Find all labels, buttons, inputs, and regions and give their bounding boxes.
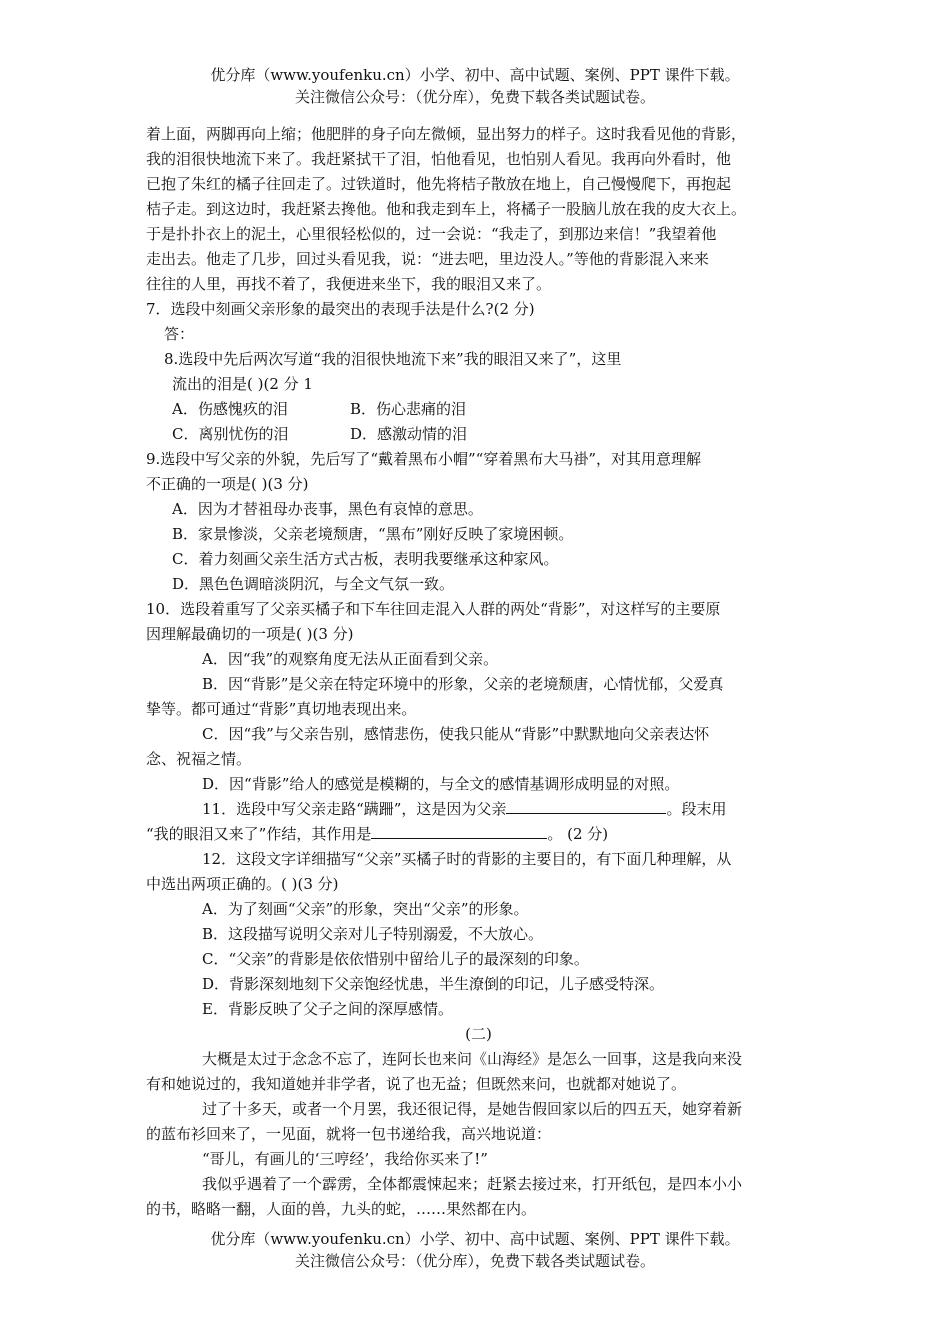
question-11-text: “我的眼泪又来了”作结，其作用是 — [146, 825, 372, 843]
option-c: C．离别忧伤的泪 — [172, 425, 289, 443]
question-12-line-2: 中选出两项正确的。( )(3 分) — [146, 875, 339, 893]
document-body — [146, 122, 811, 1222]
question-7: 7．选段中刻画父亲形象的最突出的表现手法是什么?(2 分) — [146, 300, 535, 318]
passage-2-line: 我似乎遇着了一个霹雳，全体都震悚起来；赶紧去接过来，打开纸包，是四本小小 — [202, 1175, 743, 1193]
question-7-answer-label: 答： — [164, 325, 195, 343]
option-b-continued: 挚等。都可通过“背影”真切地表现出来。 — [146, 700, 417, 718]
option-d: D．背影深刻地刻下父亲饱经忧患，半生潦倒的印记，儿子感受特深。 — [202, 975, 665, 993]
header-line-1: 优分库（www.youfenku.cn）小学、初中、高中试题、案例、PPT 课件下载。 — [210, 66, 740, 84]
option-c-continued: 念、祝福之情。 — [146, 750, 252, 768]
option-b: B．这段描写说明父亲对儿子特别溺爱，不大放心。 — [202, 925, 544, 943]
passage-line: 我的泪很快地流下来了。我赶紧拭干了泪，怕他看见，也怕别人看见。我再向外看时，他 — [146, 150, 732, 168]
passage-2-line: 的书，略略一翻，人面的兽，九头的蛇，……果然都在内。 — [146, 1200, 537, 1218]
question-8-line-2: 流出的泪是( )(2 分 1 — [172, 375, 313, 393]
passage-2-line: “哥儿，有画儿的‘三哼经’，我给你买来了!” — [202, 1150, 488, 1168]
answer-blank[interactable] — [371, 822, 547, 839]
question-10-line-1: 10．选段着重写了父亲买橘子和下车往回走混入人群的两处“背影”，对这样写的主要原 — [146, 600, 721, 618]
option-b: B．因“背影”是父亲在特定环境中的形象，父亲的老境颓唐，心情忧郁，父爱真 — [202, 675, 724, 693]
question-11-text: 。段末用 — [666, 800, 727, 818]
option-c: C．“父亲”的背影是依依惜别中留给儿子的最深刻的印象。 — [202, 950, 589, 968]
option-a: A．因“我”的观察角度无法从正面看到父亲。 — [202, 650, 499, 668]
option-a: A．伤感愧疚的泪 — [172, 400, 288, 418]
option-c: C．着力刻画父亲生活方式古板，表明我要继承这种家风。 — [172, 550, 559, 568]
question-11-line-1 — [146, 797, 811, 822]
answer-blank[interactable] — [506, 797, 666, 814]
passage-line: 着上面，两脚再向上缩；他肥胖的身子向左微倾，显出努力的样子。这时我看见他的背影， — [146, 125, 747, 143]
page-header — [0, 64, 950, 108]
question-8-line-1: 8.选段中先后两次写道“我的泪很快地流下来”我的眼泪又来了”，这里 — [164, 350, 622, 368]
header-line-2: 关注微信公众号：（优分库），免费下载各类试题试卷。 — [294, 88, 655, 106]
page-footer — [0, 1228, 950, 1272]
passage-2-line: 的蓝布衫回来了，一见面，就将一包书递给我，高兴地说道： — [146, 1125, 552, 1143]
option-b: B．伤心悲痛的泪 — [350, 400, 467, 418]
passage-2-line: 过了十多天，或者一个月罢，我还很记得，是她告假回家以后的四五天，她穿着新 — [202, 1100, 743, 1118]
question-9-line-2: 不正确的一项是( )(3 分) — [146, 475, 309, 493]
footer-line-2: 关注微信公众号：（优分库），免费下载各类试题试卷。 — [294, 1252, 655, 1270]
passage-excerpt — [146, 122, 811, 297]
option-c: C．因“我”与父亲告别，感情悲伤，使我只能从“背影”中默默地向父亲表达怀 — [202, 725, 710, 743]
option-d: D．感激动情的泪 — [350, 425, 468, 443]
passage-line: 于是扑扑衣上的泥土，心里很轻松似的，过一会说：“我走了，到那边来信！”我望着他 — [146, 225, 717, 243]
option-a: A．因为才替祖母办丧事，黑色有哀悼的意思。 — [172, 500, 483, 518]
section-title: (二) — [465, 1025, 492, 1043]
footer-line-1: 优分库（www.youfenku.cn）小学、初中、高中试题、案例、PPT 课件下载。 — [210, 1230, 740, 1248]
option-d: D．因“背影”给人的感觉是模糊的，与全文的感情基调形成明显的对照。 — [202, 775, 680, 793]
question-11-text: 。 (2 分) — [547, 825, 609, 843]
question-8-options-row-1 — [146, 397, 811, 422]
question-9-line-1: 9.选段中写父亲的外貌，先后写了“戴着黑布小帽”“穿着黑布大马褂”，对其用意理解 — [146, 450, 701, 468]
option-b: B．家景惨淡，父亲老境颓唐，“黑布”刚好反映了家境困顿。 — [172, 525, 574, 543]
passage-line: 已抱了朱红的橘子往回走了。过铁道时，他先将桔子散放在地上，自己慢慢爬下，再抱起 — [146, 175, 732, 193]
option-e: E．背影反映了父子之间的深厚感情。 — [202, 1000, 453, 1018]
question-10-line-2: 因理解最确切的一项是( )(3 分) — [146, 625, 354, 643]
question-11-text: 11．选段中写父亲走路“蹒跚”，这是因为父亲 — [202, 800, 507, 818]
passage-2-line: 有和她说过的，我知道她并非学者，说了也无益；但既然来问，也就都对她说了。 — [146, 1075, 687, 1093]
question-12-line-1: 12．这段文字详细描写“父亲”买橘子时的背影的主要目的，有下面几种理解，从 — [202, 850, 732, 868]
passage-2-line: 大概是太过于念念不忘了，连阿长也来问《山海经》是怎么一回事，这是我向来没 — [202, 1050, 743, 1068]
question-11-line-2 — [146, 822, 811, 847]
passage-line: 走出去。他走了几步，回过头看见我，说：“进去吧，里边没人。”等他的背影混入来来 — [146, 250, 709, 268]
question-8-options-row-2 — [146, 422, 811, 447]
passage-line: 往往的人里，再找不着了，我便进来坐下，我的眼泪又来了。 — [146, 275, 552, 293]
passage-line: 桔子走。到这边时，我赶紧去搀他。他和我走到车上，将橘子一股脑儿放在我的皮大衣上。 — [146, 200, 747, 218]
option-d: D．黑色色调暗淡阴沉，与全文气氛一致。 — [172, 575, 455, 593]
option-a: A．为了刻画“父亲”的形象，突出“父亲”的形象。 — [202, 900, 529, 918]
